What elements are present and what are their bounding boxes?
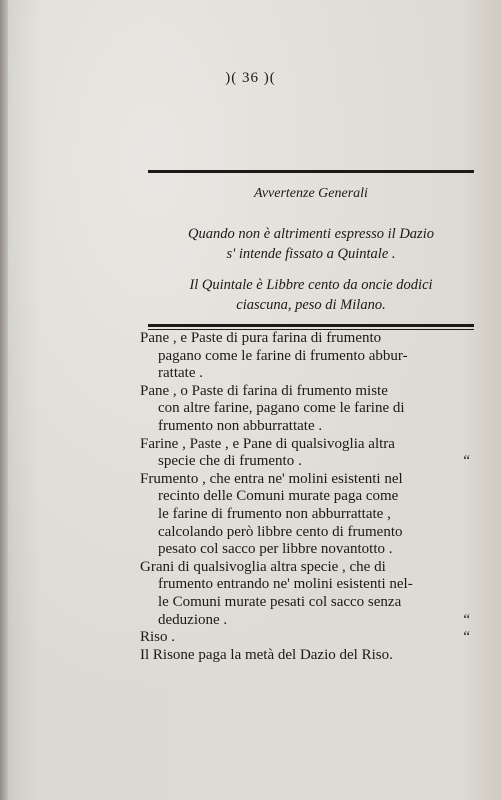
ditto-mark: “ <box>463 629 470 646</box>
entry-pane-paste-miste <box>140 383 476 436</box>
entry-risone <box>140 647 476 665</box>
entry-grani <box>140 559 476 629</box>
note-line: Quando non è altrimenti espresso il Dazio <box>188 226 434 242</box>
entry-line: le farine di frumento non abburrattate , <box>158 505 391 522</box>
entry-line: frumento non abburrattate . <box>158 417 323 434</box>
entry-line <box>140 612 476 630</box>
entry-line: Pane , o Paste di farina di frumento miste <box>140 382 388 399</box>
note-quintale-rule <box>148 224 474 264</box>
entry-line: con altre farine, pagano come le farine di <box>158 400 405 417</box>
entry-pane-paste-pura <box>140 330 476 383</box>
entry-line-text: deduzione . <box>158 611 228 628</box>
entry-line: Grani di qualsivoglia altra specie , che di <box>140 558 386 575</box>
middle-rule <box>148 324 474 327</box>
top-rule <box>148 170 474 173</box>
entry-line: Il Risone paga la metà del Dazio del Riso. <box>140 646 393 663</box>
page-gutter-shadow <box>0 0 8 800</box>
entry-farine-altra-specie <box>140 436 476 471</box>
entry-line: pagano come le farine di frumento abbur- <box>158 347 408 364</box>
tariff-entries <box>140 330 476 664</box>
note-line: s' intende fissato a Quintale . <box>226 246 396 262</box>
entry-line: recinto delle Comuni murate paga come <box>158 488 399 505</box>
note-line: ciascuna, peso di Milano. <box>236 297 386 313</box>
entry-line: Frumento , che entra ne' molini esistenti nel <box>140 470 403 487</box>
entry-line: Pane , e Paste di pura farina di frumento <box>140 330 382 346</box>
entry-line-text: Riso . <box>140 629 176 646</box>
note-quintale-definition <box>148 275 474 315</box>
entry-line-text: specie che di frumento . <box>158 453 302 470</box>
entry-frumento <box>140 471 476 559</box>
page-number: )( 36 )( <box>225 70 276 86</box>
section-heading: Avvertenze Generali <box>254 186 368 201</box>
entry-line <box>140 453 476 471</box>
entry-line: pesato col sacco per libbre novantotto . <box>158 541 393 558</box>
entry-riso <box>140 629 476 647</box>
entry-line: calcolando però libbre cento di frumento <box>158 523 403 540</box>
ditto-mark: “ <box>463 611 470 628</box>
entry-line: frumento entrando ne' molini esistenti nel- <box>158 576 413 593</box>
note-line: Il Quintale è Libbre cento da oncie dodici <box>189 277 433 293</box>
ditto-mark: “ <box>463 453 470 470</box>
entry-line: Farine , Paste , e Pane di qualsivoglia altra <box>140 435 395 452</box>
entry-line <box>140 629 476 647</box>
entry-line: rattate . <box>158 365 203 382</box>
entry-line: le Comuni murate pesati col sacco senza <box>158 593 402 610</box>
